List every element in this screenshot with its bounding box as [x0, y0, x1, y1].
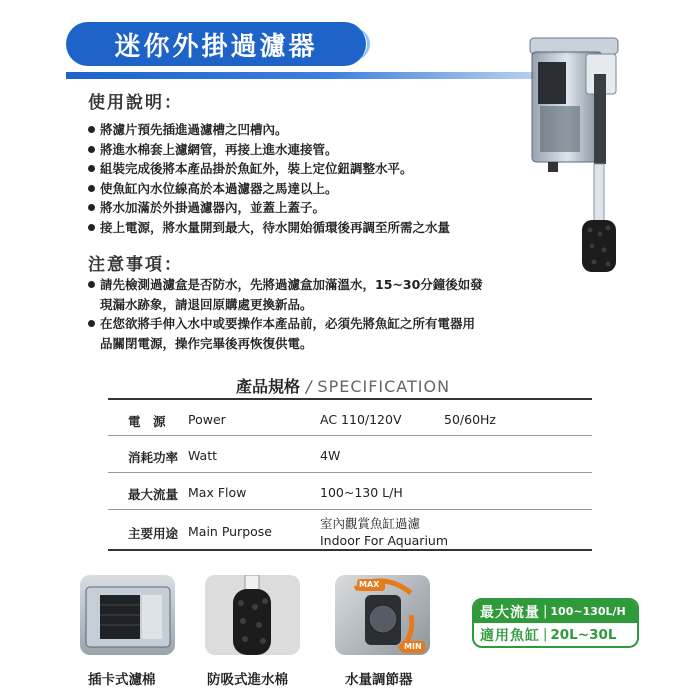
spec-label-zh: 電 源 [128, 414, 166, 429]
badge-value: 100~130L/H [550, 605, 626, 618]
usage-item: 接上電源，將水量開到最大，待水開始循環後再調至所需之水量 [88, 218, 450, 238]
spec-title-en: SPECIFICATION [317, 377, 451, 396]
spec-label-en: Watt [188, 448, 218, 463]
max-tag: MAX [359, 580, 380, 589]
badge-value: 20L~30L [550, 626, 617, 643]
spec-label-zh: 最大流量 [128, 487, 179, 502]
spec-title [236, 374, 450, 397]
spec-badge [472, 598, 639, 648]
spec-table [108, 398, 592, 551]
spec-value: 4W [320, 448, 341, 463]
badge-separator: | [543, 604, 548, 619]
badge-separator: | [543, 627, 548, 642]
usage-item: 組裝完成後將本產品掛於魚缸外，裝上定位鈕調整水平。 [88, 159, 450, 179]
min-tag: MIN [404, 642, 422, 651]
usage-heading: 使用說明： [88, 93, 183, 113]
usage-item: 將濾片預先插進過濾槽之凹槽內。 [88, 120, 450, 140]
spec-title-separator: / [306, 377, 312, 396]
feature-label: 水量調節器 [345, 672, 413, 688]
spec-label-en: Max Flow [188, 485, 247, 500]
feature-label: 插卡式濾棉 [88, 672, 156, 688]
spec-value-frequency: 50/60Hz [444, 412, 496, 427]
badge-row-flow [474, 600, 637, 623]
spec-value: 100~130 L/H [320, 485, 403, 500]
filter-cartridge-image [80, 575, 175, 655]
notes-item [88, 275, 483, 314]
spec-label-zh: 消耗功率 [128, 450, 179, 465]
spec-label-zh: 主要用途 [128, 526, 179, 541]
usage-list [88, 120, 450, 237]
intake-sponge-image [205, 575, 300, 655]
notes-item-line: 現漏水跡象，請退回原購處更換新品。 [100, 296, 313, 312]
spec-label-en: Main Purpose [188, 524, 272, 539]
spec-row-power [108, 398, 592, 435]
filter-product-image [528, 34, 628, 274]
notes-list [88, 275, 483, 353]
spec-label-en: Power [188, 412, 226, 427]
spec-row-maxflow [108, 472, 592, 509]
spec-title-zh: 產品規格 [236, 377, 301, 396]
spec-row-purpose [108, 509, 592, 551]
usage-item: 將水加滿於外掛過濾器內，並蓋上蓋子。 [88, 198, 450, 218]
badge-row-tank [474, 623, 637, 646]
spec-value: AC 110/120V [320, 412, 402, 427]
notes-item-line: 在您欲將手伸入水中或要操作本產品前，必須先將魚缸之所有電器用 [100, 316, 476, 331]
page-title: 迷你外掛過濾器 [66, 22, 366, 66]
spec-value-line: 室內觀賞魚缸過濾 [320, 516, 421, 531]
badge-key: 最大流量 [480, 604, 540, 621]
notes-item [88, 314, 483, 353]
header-divider-bar [66, 72, 536, 79]
notes-heading: 注意事項： [88, 255, 183, 275]
badge-key: 適用魚缸 [480, 627, 540, 644]
feature-label: 防吸式進水棉 [207, 672, 288, 688]
flow-regulator-image [335, 575, 430, 655]
spec-value [320, 515, 448, 549]
notes-item-line: 品關閉電源，操作完畢後再恢復供電。 [100, 335, 313, 351]
spec-row-watt [108, 435, 592, 472]
notes-item-line: 請先檢測過濾盒是否防水，先將過濾盒加滿溫水，15~30分鐘後如發 [100, 277, 483, 292]
usage-item: 將進水棉套上濾網管，再接上進水連接管。 [88, 140, 450, 160]
usage-item: 使魚缸內水位線高於本過濾器之馬達以上。 [88, 179, 450, 199]
spec-value-line: Indoor For Aquarium [320, 533, 449, 548]
